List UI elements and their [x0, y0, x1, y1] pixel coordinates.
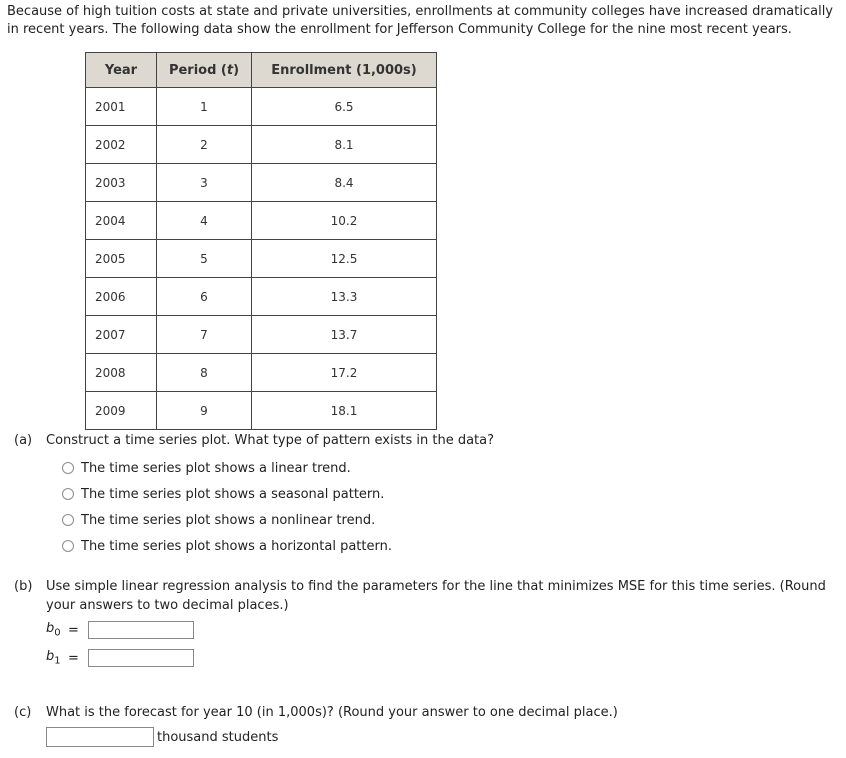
table-row: [86, 164, 437, 202]
period-cell: 9: [157, 392, 252, 430]
radio-seasonal-pattern[interactable]: [62, 488, 74, 500]
b1-row: [46, 649, 194, 667]
part-b: [14, 577, 840, 615]
radio-horizontal-pattern[interactable]: [62, 540, 74, 552]
table-row: [86, 88, 437, 126]
enrollment-cell: 8.4: [252, 164, 437, 202]
option-label: The time series plot shows a linear trend.: [81, 460, 351, 476]
problem-intro: [7, 3, 839, 39]
year-cell: 2001: [86, 88, 157, 126]
option-label: The time series plot shows a nonlinear trend.: [81, 512, 376, 528]
enrollment-cell: 6.5: [252, 88, 437, 126]
enrollment-cell: 12.5: [252, 240, 437, 278]
period-cell: 1: [157, 88, 252, 126]
table-row: [86, 392, 437, 430]
radio-nonlinear-trend[interactable]: [62, 514, 74, 526]
part-b-question-line-2: your answers to two decimal places.): [46, 598, 289, 613]
enrollment-cell: 17.2: [252, 354, 437, 392]
period-cell: 2: [157, 126, 252, 164]
period-cell: 6: [157, 278, 252, 316]
option-label: The time series plot shows a horizontal pattern.: [81, 538, 392, 554]
option-seasonal-pattern[interactable]: [62, 481, 392, 507]
part-b-question-line-1: Use simple linear regression analysis to find the parameters for the line that minimizes MSE for this time series. (Round: [46, 579, 826, 594]
period-cell: 8: [157, 354, 252, 392]
forecast-input[interactable]: [46, 727, 154, 747]
forecast-unit: thousand students: [157, 729, 279, 745]
intro-line-1: Because of high tuition costs at state and private universities, enrollments at community colleges have increased dramatically: [7, 4, 834, 19]
option-nonlinear-trend[interactable]: [62, 507, 392, 533]
part-a-question: Construct a time series plot. What type of pattern exists in the data?: [46, 433, 495, 448]
year-cell: 2008: [86, 354, 157, 392]
table-row: [86, 316, 437, 354]
year-cell: 2003: [86, 164, 157, 202]
option-linear-trend[interactable]: [62, 455, 392, 481]
enrollment-table: [85, 52, 437, 430]
part-a: [14, 431, 840, 450]
header-enrollment: Enrollment (1,000s): [252, 53, 437, 88]
b1-input[interactable]: [88, 649, 194, 667]
year-cell: 2005: [86, 240, 157, 278]
b0-row: [46, 621, 194, 639]
part-c-label: (c): [14, 705, 32, 720]
radio-linear-trend[interactable]: [62, 462, 74, 474]
header-year: Year: [86, 53, 157, 88]
header-period: Period (t): [157, 53, 252, 88]
enrollment-cell: 8.1: [252, 126, 437, 164]
b0-equals: =: [68, 622, 79, 638]
table-row: [86, 202, 437, 240]
intro-line-2: in recent years. The following data show the enrollment for Jefferson Community College for the nine most recent years.: [7, 22, 792, 37]
period-cell: 4: [157, 202, 252, 240]
part-a-options: [62, 455, 392, 559]
b1-equals: =: [68, 650, 79, 666]
year-cell: 2009: [86, 392, 157, 430]
year-cell: 2007: [86, 316, 157, 354]
part-b-label: (b): [14, 579, 33, 594]
part-c-answer-row: [46, 727, 278, 747]
table-row: [86, 126, 437, 164]
table-row: [86, 240, 437, 278]
period-cell: 7: [157, 316, 252, 354]
table-row: [86, 354, 437, 392]
enrollment-cell: 13.7: [252, 316, 437, 354]
part-c-question: What is the forecast for year 10 (in 1,000s)? (Round your answer to one decimal place.): [46, 705, 618, 720]
table-row: [86, 278, 437, 316]
enrollment-cell: 18.1: [252, 392, 437, 430]
enrollment-cell: 13.3: [252, 278, 437, 316]
year-cell: 2006: [86, 278, 157, 316]
part-c: [14, 703, 840, 722]
b0-symbol: $b_0$: [46, 621, 61, 639]
option-horizontal-pattern[interactable]: [62, 533, 392, 559]
table-header-row: [86, 53, 437, 88]
b1-symbol: $b_1$: [46, 649, 61, 667]
option-label: The time series plot shows a seasonal pattern.: [81, 486, 385, 502]
year-cell: 2004: [86, 202, 157, 240]
part-a-label: (a): [14, 433, 33, 448]
b0-input[interactable]: [88, 621, 194, 639]
period-cell: 5: [157, 240, 252, 278]
enrollment-cell: 10.2: [252, 202, 437, 240]
year-cell: 2002: [86, 126, 157, 164]
period-cell: 3: [157, 164, 252, 202]
